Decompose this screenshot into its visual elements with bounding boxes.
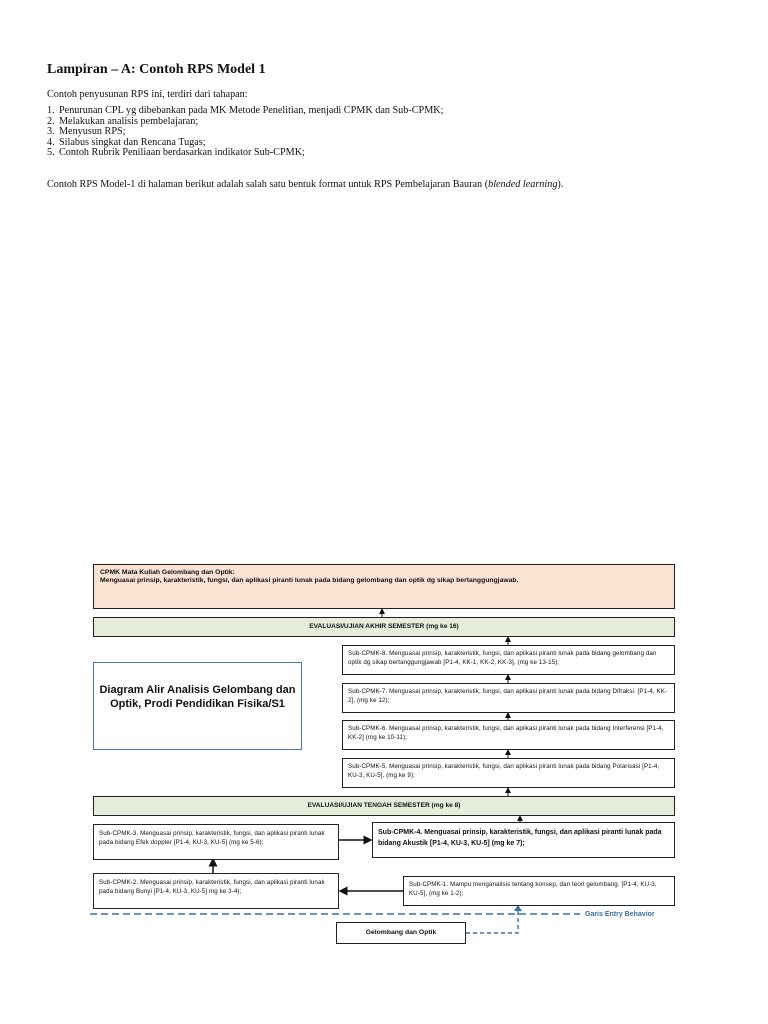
list-item: 2. Melakukan analisis pembelajaran; bbox=[47, 115, 199, 127]
list-item: 1. Penurunan CPL yg dibebankan pada MK Metode Penelitian, menjadi CPMK dan Sub-CPMK; bbox=[47, 105, 444, 116]
list-item: 3. Menyusun RPS; bbox=[47, 126, 126, 138]
cpmk-box: CPMK Mata Kuliah Gelombang dan Optik: Menguasai prinsip, karakteristik, fungsi, dan aplikasi piranti lunak pada bidang gelombang dan optik dg sikap bertanggungjawab. bbox=[93, 564, 675, 609]
diagram-title-box: Diagram Alir Analisis Gelombang dan Optik, Prodi Pendidikan Fisika/S1 bbox=[93, 662, 302, 750]
page-heading: Lampiran – A: Contoh RPS Model 1 bbox=[47, 62, 266, 77]
sub-cpmk-7-box: Sub-CPMK-7. Menguasai prinsip, karakteristik, fungsi, dan aplikasi piranti lunak pada bidang Difraksi. [P1-4, KK-2], (mg ke 12); bbox=[342, 683, 675, 713]
root-topic-box: Gelombang dan Optik bbox=[336, 922, 466, 944]
sub-cpmk-3-box: Sub-CPMK-3. Menguasai prinsip, karakteristik, fungsi, dan aplikasi piranti lunak pada bidang Efek doppler [P1-4, KU-3, KU-5] (mg ke 5-6); bbox=[93, 824, 339, 860]
list-item: 4. Silabus singkat dan Rencana Tugas; bbox=[47, 136, 206, 148]
mid-exam-box: EVALUASI/UJIAN TENGAH SEMESTER (mg ke 8) bbox=[93, 796, 675, 816]
list-item: 5. Contoh Rubrik Peniliaan berdasarkan indikator Sub-CPMK; bbox=[47, 147, 305, 159]
sub-cpmk-5-box: Sub-CPMK-5. Menguasai prinsip, karakteristik, fungsi, dan aplikasi piranti lunak pada bidang Polarisasi [P1-4, KU-3, KU-5], (mg ke 9); bbox=[342, 758, 675, 788]
note-text: Contoh RPS Model-1 di halaman berikut adalah salah satu bentuk format untuk RPS Pembelajaran Bauran (blended learning). bbox=[47, 179, 564, 190]
sub-cpmk-8-box: Sub-CPMK-8. Menguasai prinsip, karakteristik, fungsi, dan aplikasi piranti lunak pada bidang gelombang dan optik dg sikap bertanggungjawab [P1-4, KK-1, KK-2, KK-3], (mg ke 13-15); bbox=[342, 645, 675, 675]
sub-cpmk-1-box: Sub-CPMK-1. Mampu menganalisis tentang konsep, dan teori gelombang. [P1-4, KU-3, KU-5], (mg ke 1-2); bbox=[403, 876, 675, 906]
sub-cpmk-4-box: Sub-CPMK-4. Menguasai prinsip, karakteristik, fungsi, dan aplikasi piranti lunak pada bidang Akustik [P1-4, KU-3, KU-5] (mg ke 7); bbox=[372, 822, 675, 858]
sub-cpmk-6-box: Sub-CPMK-6. Menguasai prinsip, karakteristik, fungsi, dan aplikasi piranti lunak pada bidang Interferensi [P1-4, KK-2] (mg ke 10-11); bbox=[342, 720, 675, 750]
final-exam-box: EVALUASI/UJIAN AKHIR SEMESTER (mg ke 16) bbox=[93, 617, 675, 637]
entry-behavior-label: Garis Entry Behavior bbox=[585, 911, 655, 918]
sub-cpmk-2-box: Sub-CPMK-2. Menguasai prinsip, karakteristik, fungsi, dan aplikasi piranti lunak pada bidang Bunyi [P1-4, KU-3, KU-5] mg ke 3-4); bbox=[93, 873, 339, 909]
intro-text: Contoh penyusunan RPS ini, terdiri dari tahapan: bbox=[47, 89, 248, 100]
